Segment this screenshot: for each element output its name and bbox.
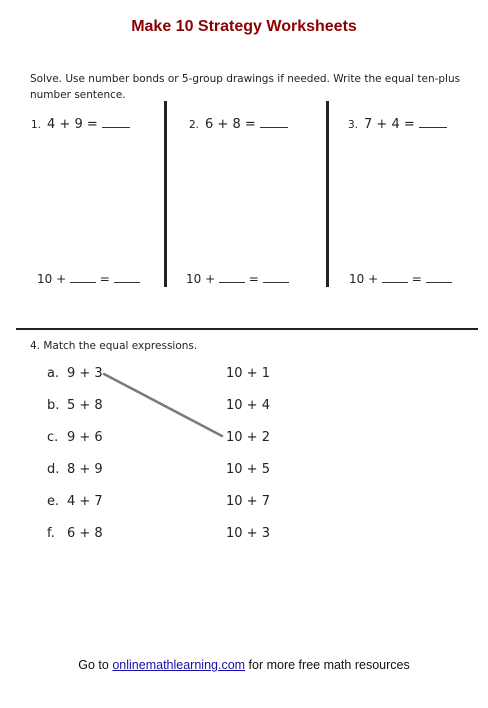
item-expression: 5 + 8 (67, 398, 103, 413)
problem-number: 1. (31, 119, 42, 131)
page-title: Make 10 Strategy Worksheets (131, 18, 357, 35)
item-letter: a. (47, 366, 60, 381)
item-expression: 9 + 3 (67, 366, 103, 381)
item-letter: b. (47, 398, 60, 413)
problem-number: 2. (189, 119, 200, 131)
match-right-item: 10 + 2 (226, 430, 270, 445)
item-letter: d. (47, 462, 60, 477)
problem-expression: 4 + 9 = (47, 117, 98, 132)
match-right-item: 10 + 4 (226, 398, 270, 413)
match-right-item: 10 + 3 (226, 526, 270, 541)
ten-plus-start: 10 + (186, 272, 216, 286)
item-letter: e. (47, 494, 60, 509)
question-4-prompt: 4. Match the equal expressions. (30, 340, 198, 352)
item-expression: 4 + 7 (67, 494, 103, 509)
item-expression: 8 + 9 (67, 462, 103, 477)
ten-plus-start: 10 + (349, 272, 379, 286)
problem-expression: 7 + 4 = (364, 117, 415, 132)
footer-suffix: for more free math resources (248, 658, 410, 672)
match-line (104, 374, 222, 436)
ten-plus-start: 10 + (37, 272, 67, 286)
problem-expression: 6 + 8 = (205, 117, 256, 132)
instructions: Solve. Use number bonds or 5-group drawings if needed. Write the equal ten-plus number sentence. (30, 73, 461, 101)
match-right-item: 10 + 1 (226, 366, 270, 381)
match-right-item: 10 + 7 (226, 494, 270, 509)
match-right-item: 10 + 5 (226, 462, 270, 477)
equals-sign: = (99, 272, 110, 286)
item-letter: c. (47, 430, 59, 445)
equals-sign: = (248, 272, 259, 286)
item-expression: 9 + 6 (67, 430, 103, 445)
equals-sign: = (411, 272, 422, 286)
item-letter: f. (47, 526, 55, 541)
item-expression: 6 + 8 (67, 526, 103, 541)
problem-number: 3. (348, 119, 359, 131)
footer-link[interactable]: onlinemathlearning.com (112, 658, 246, 672)
footer-prefix: Go to (78, 658, 109, 672)
footer (0, 658, 488, 672)
